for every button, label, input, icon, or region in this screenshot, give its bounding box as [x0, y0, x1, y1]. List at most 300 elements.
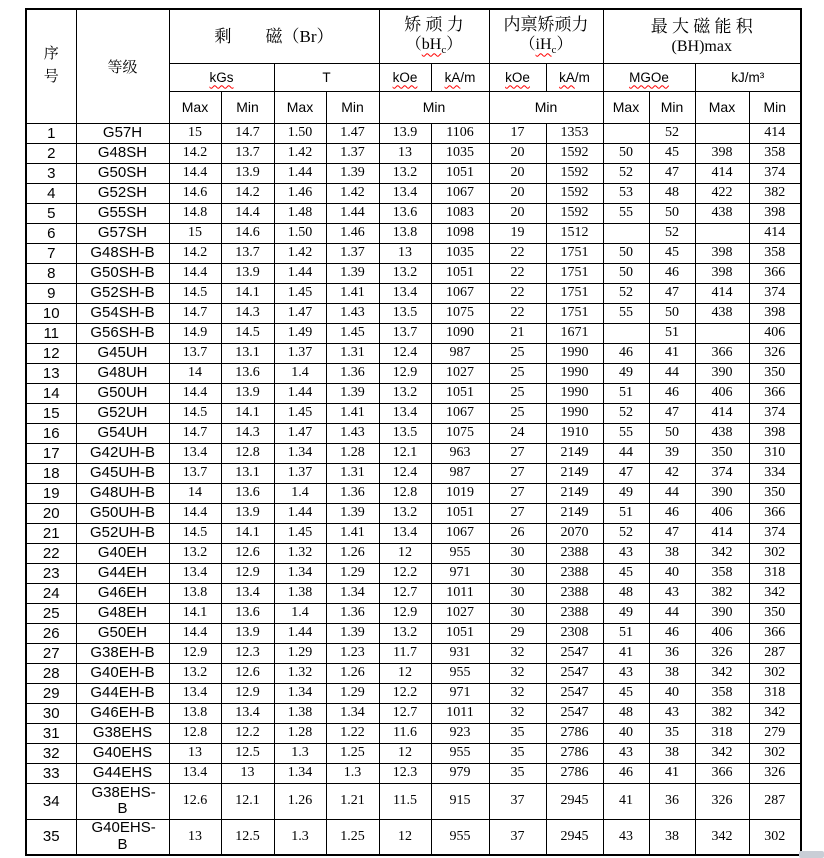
grade-cell: G48SH-B	[76, 243, 169, 263]
value-cell: 955	[431, 663, 489, 683]
serial-cell: 1	[26, 123, 76, 143]
table-row	[26, 363, 801, 383]
value-cell: 50	[649, 203, 695, 223]
value-cell: 12.7	[379, 703, 431, 723]
grade-cell: G48SH	[76, 143, 169, 163]
value-cell: 366	[749, 263, 801, 283]
value-cell: 1.37	[326, 243, 379, 263]
table-row	[26, 543, 801, 563]
serial-cell: 28	[26, 663, 76, 683]
value-cell: 48	[649, 183, 695, 203]
table-body	[26, 123, 801, 855]
value-cell: 17	[489, 123, 546, 143]
value-cell: 14.3	[221, 303, 274, 323]
value-cell: 2308	[546, 623, 603, 643]
serial-cell: 16	[26, 423, 76, 443]
serial-cell: 33	[26, 763, 76, 783]
grade-cell: G50SH-B	[76, 263, 169, 283]
value-cell: 1.50	[274, 223, 326, 243]
table-row	[26, 263, 801, 283]
value-cell: 438	[695, 303, 749, 323]
value-cell: 38	[649, 663, 695, 683]
unit-header-mgoe: MGOe	[603, 63, 695, 91]
value-cell: 50	[649, 423, 695, 443]
value-cell: 1.34	[274, 763, 326, 783]
table-row	[26, 423, 801, 443]
value-cell: 22	[489, 263, 546, 283]
value-cell: 46	[649, 263, 695, 283]
serial-cell: 22	[26, 543, 76, 563]
value-cell: 366	[749, 623, 801, 643]
value-cell: 51	[649, 323, 695, 343]
value-cell: 398	[695, 263, 749, 283]
value-cell: 350	[749, 363, 801, 383]
magnet-grade-spec-table	[25, 8, 802, 856]
value-cell: 11.5	[379, 783, 431, 819]
value-cell: 52	[603, 523, 649, 543]
value-cell: 1.39	[326, 503, 379, 523]
value-cell: 22	[489, 303, 546, 323]
value-cell: 55	[603, 203, 649, 223]
value-cell: 43	[649, 583, 695, 603]
value-cell: 12.1	[379, 443, 431, 463]
value-cell: 2547	[546, 683, 603, 703]
value-cell: 1.45	[274, 403, 326, 423]
value-cell: 43	[603, 543, 649, 563]
value-cell: 1.41	[326, 403, 379, 423]
group-header-bhc: 矫 顽 力 $(bH_c)$	[379, 9, 489, 63]
value-cell: 49	[603, 483, 649, 503]
value-cell: 2388	[546, 583, 603, 603]
table-row	[26, 703, 801, 723]
value-cell: 1051	[431, 263, 489, 283]
value-cell: 1.3	[326, 763, 379, 783]
value-cell: 27	[489, 463, 546, 483]
table-row	[26, 243, 801, 263]
value-cell: 1.21	[326, 783, 379, 819]
unit-header-kgs: kGs	[169, 63, 274, 91]
value-cell: 13.9	[379, 123, 431, 143]
value-cell: 1.28	[274, 723, 326, 743]
value-cell: 13.4	[221, 703, 274, 723]
value-cell: 923	[431, 723, 489, 743]
value-cell: 41	[649, 763, 695, 783]
value-cell: 52	[603, 283, 649, 303]
value-cell: 19	[489, 223, 546, 243]
value-cell: 30	[489, 563, 546, 583]
value-cell: 15	[169, 123, 221, 143]
value-cell: 326	[749, 763, 801, 783]
value-cell: 350	[695, 443, 749, 463]
value-cell: 366	[695, 343, 749, 363]
table-row	[26, 143, 801, 163]
grade-cell: G50UH-B	[76, 503, 169, 523]
value-cell: 2149	[546, 483, 603, 503]
value-cell: 27	[489, 483, 546, 503]
value-cell: 25	[489, 363, 546, 383]
value-cell: 318	[749, 683, 801, 703]
value-cell: 1.45	[326, 323, 379, 343]
value-cell: 342	[695, 543, 749, 563]
subcol-header-t-max: Max	[274, 91, 326, 123]
value-cell: 987	[431, 343, 489, 363]
value-cell: 24	[489, 423, 546, 443]
grade-cell: G48UH	[76, 363, 169, 383]
value-cell: 14.5	[169, 283, 221, 303]
value-cell: 2149	[546, 463, 603, 483]
value-cell: 1.44	[274, 503, 326, 523]
value-cell: 374	[695, 463, 749, 483]
unit-header-kam-bhc: kA/m	[431, 63, 489, 91]
value-cell: 45	[603, 683, 649, 703]
value-cell: 22	[489, 243, 546, 263]
value-cell: 12.3	[221, 643, 274, 663]
table-row	[26, 763, 801, 783]
grade-cell: G46EH	[76, 583, 169, 603]
serial-cell: 21	[26, 523, 76, 543]
value-cell: 43	[603, 743, 649, 763]
value-cell: 14.2	[221, 183, 274, 203]
table-row	[26, 503, 801, 523]
value-cell: 12.3	[379, 763, 431, 783]
value-cell: 1.4	[274, 603, 326, 623]
grade-cell: G57H	[76, 123, 169, 143]
value-cell: 1067	[431, 283, 489, 303]
value-cell: 1751	[546, 303, 603, 323]
table-row	[26, 723, 801, 743]
value-cell: 12.9	[221, 563, 274, 583]
value-cell: 1075	[431, 423, 489, 443]
value-cell: 1067	[431, 403, 489, 423]
value-cell: 13.4	[379, 183, 431, 203]
value-cell: 1.46	[274, 183, 326, 203]
subcol-header-kjm3-min: Min	[749, 91, 801, 123]
value-cell: 366	[695, 763, 749, 783]
grade-cell: G50SH	[76, 163, 169, 183]
value-cell: 14.5	[169, 403, 221, 423]
grade-cell: G56SH-B	[76, 323, 169, 343]
serial-cell: 7	[26, 243, 76, 263]
value-cell: 366	[749, 503, 801, 523]
value-cell: 13.9	[221, 383, 274, 403]
value-cell: 1090	[431, 323, 489, 343]
value-cell: 1.37	[274, 343, 326, 363]
value-cell: 1.39	[326, 383, 379, 403]
grade-cell: G57SH	[76, 223, 169, 243]
subcol-header-kgs-min: Min	[221, 91, 274, 123]
grade-cell: G48UH-B	[76, 483, 169, 503]
grade-cell: G52SH-B	[76, 283, 169, 303]
value-cell: 1027	[431, 363, 489, 383]
value-cell: 2070	[546, 523, 603, 543]
value-cell: 13.7	[169, 463, 221, 483]
value-cell: 13.4	[379, 403, 431, 423]
grade-cell: G54SH-B	[76, 303, 169, 323]
value-cell	[695, 323, 749, 343]
value-cell: 414	[695, 403, 749, 423]
value-cell: 45	[603, 563, 649, 583]
value-cell: 1.42	[274, 143, 326, 163]
serial-cell: 15	[26, 403, 76, 423]
value-cell: 406	[695, 503, 749, 523]
table-row	[26, 323, 801, 343]
value-cell: 2945	[546, 783, 603, 819]
value-cell: 2547	[546, 643, 603, 663]
value-cell: 13.9	[221, 163, 274, 183]
value-cell: 13.2	[379, 263, 431, 283]
grade-label: 等级	[107, 59, 138, 76]
value-cell: 342	[695, 743, 749, 763]
value-cell: 12.2	[379, 683, 431, 703]
value-cell: 1910	[546, 423, 603, 443]
value-cell: 12.1	[221, 783, 274, 819]
table-row	[26, 643, 801, 663]
value-cell	[695, 223, 749, 243]
value-cell: 1035	[431, 243, 489, 263]
value-cell: 1.38	[274, 583, 326, 603]
value-cell: 398	[749, 423, 801, 443]
value-cell: 20	[489, 163, 546, 183]
value-cell: 13.4	[221, 583, 274, 603]
value-cell: 1751	[546, 263, 603, 283]
value-cell: 51	[603, 383, 649, 403]
value-cell: 13.2	[379, 383, 431, 403]
table-row	[26, 483, 801, 503]
value-cell: 374	[749, 403, 801, 423]
value-cell: 342	[695, 663, 749, 683]
value-cell: 1.41	[326, 523, 379, 543]
value-cell: 13.4	[379, 523, 431, 543]
value-cell: 12.8	[379, 483, 431, 503]
value-cell: 32	[489, 643, 546, 663]
value-cell: 46	[649, 623, 695, 643]
grade-cell: G52UH-B	[76, 523, 169, 543]
value-cell: 46	[603, 763, 649, 783]
table-row	[26, 563, 801, 583]
value-cell: 40	[649, 563, 695, 583]
value-cell: 13	[169, 819, 221, 855]
value-cell: 1353	[546, 123, 603, 143]
horizontal-scrollbar-thumb[interactable]	[799, 851, 824, 858]
value-cell: 987	[431, 463, 489, 483]
value-cell: 13.1	[221, 343, 274, 363]
value-cell: 438	[695, 423, 749, 443]
serial-cell: 13	[26, 363, 76, 383]
value-cell: 32	[489, 663, 546, 683]
value-cell: 1.45	[274, 523, 326, 543]
value-cell: 1.39	[326, 263, 379, 283]
grade-cell: G40EH	[76, 543, 169, 563]
value-cell: 1.37	[274, 463, 326, 483]
serial-cell: 35	[26, 819, 76, 855]
value-cell: 1.39	[326, 163, 379, 183]
value-cell: 11.6	[379, 723, 431, 743]
value-cell: 13.4	[169, 763, 221, 783]
value-cell: 25	[489, 403, 546, 423]
value-cell	[603, 223, 649, 243]
value-cell: 2388	[546, 603, 603, 623]
value-cell: 1067	[431, 523, 489, 543]
value-cell: 12.9	[221, 683, 274, 703]
value-cell: 30	[489, 603, 546, 623]
value-cell: 1051	[431, 503, 489, 523]
value-cell: 14.7	[169, 423, 221, 443]
value-cell: 13.2	[169, 663, 221, 683]
value-cell: 14.1	[221, 403, 274, 423]
value-cell: 12.8	[221, 443, 274, 463]
value-cell: 14.1	[221, 283, 274, 303]
value-cell: 12.9	[169, 643, 221, 663]
value-cell: 13	[379, 143, 431, 163]
value-cell: 414	[749, 223, 801, 243]
value-cell: 931	[431, 643, 489, 663]
group-header-br: 剩 磁（Br）	[169, 9, 379, 63]
value-cell: 40	[649, 683, 695, 703]
value-cell: 1.34	[326, 703, 379, 723]
grade-cell: G45UH-B	[76, 463, 169, 483]
value-cell: 13.6	[221, 483, 274, 503]
value-cell: 12.5	[221, 743, 274, 763]
value-cell: 287	[749, 643, 801, 663]
value-cell: 1.26	[326, 543, 379, 563]
value-cell: 30	[489, 543, 546, 563]
grade-cell: G38EH-B	[76, 643, 169, 663]
value-cell: 406	[749, 323, 801, 343]
subcol-header-kjm3-max: Max	[695, 91, 749, 123]
value-cell: 1.34	[326, 583, 379, 603]
value-cell: 12	[379, 663, 431, 683]
value-cell: 1011	[431, 703, 489, 723]
value-cell: 2388	[546, 543, 603, 563]
value-cell: 1592	[546, 203, 603, 223]
grade-cell: G40EHS-B	[76, 819, 169, 855]
value-cell: 13	[379, 243, 431, 263]
value-cell: 47	[649, 163, 695, 183]
serial-cell: 6	[26, 223, 76, 243]
value-cell: 13.6	[379, 203, 431, 223]
grade-cell: G46EH-B	[76, 703, 169, 723]
value-cell: 1592	[546, 183, 603, 203]
value-cell: 1.29	[326, 683, 379, 703]
grade-cell: G44EH-B	[76, 683, 169, 703]
value-cell: 49	[603, 603, 649, 623]
value-cell: 326	[749, 343, 801, 363]
value-cell: 318	[749, 563, 801, 583]
value-cell: 12.6	[221, 543, 274, 563]
value-cell: 44	[649, 603, 695, 623]
value-cell: 366	[749, 383, 801, 403]
value-cell: 12.4	[379, 343, 431, 363]
value-cell: 13.5	[379, 303, 431, 323]
value-cell: 32	[489, 683, 546, 703]
value-cell: 398	[695, 143, 749, 163]
value-cell: 43	[603, 819, 649, 855]
value-cell: 36	[649, 643, 695, 663]
serial-cell: 10	[26, 303, 76, 323]
value-cell: 22	[489, 283, 546, 303]
value-cell: 1.26	[274, 783, 326, 819]
subcol-header-mgoe-max: Max	[603, 91, 649, 123]
value-cell: 915	[431, 783, 489, 819]
table-row	[26, 819, 801, 855]
value-cell: 13.6	[221, 363, 274, 383]
value-cell: 13.7	[221, 143, 274, 163]
unit-header-t: T	[274, 63, 379, 91]
value-cell: 13.2	[379, 623, 431, 643]
value-cell: 302	[749, 663, 801, 683]
serial-cell: 4	[26, 183, 76, 203]
serial-cell: 17	[26, 443, 76, 463]
value-cell: 14.4	[169, 163, 221, 183]
serial-cell: 3	[26, 163, 76, 183]
value-cell: 13.9	[221, 263, 274, 283]
value-cell: 382	[695, 703, 749, 723]
value-cell: 1027	[431, 603, 489, 623]
serial-cell: 30	[26, 703, 76, 723]
value-cell: 35	[489, 743, 546, 763]
value-cell: 1.45	[274, 283, 326, 303]
value-cell: 47	[649, 403, 695, 423]
value-cell: 20	[489, 143, 546, 163]
value-cell: 1.44	[274, 623, 326, 643]
value-cell: 1.44	[274, 163, 326, 183]
value-cell: 44	[649, 483, 695, 503]
value-cell: 14.4	[169, 263, 221, 283]
value-cell: 45	[649, 143, 695, 163]
value-cell: 48	[603, 703, 649, 723]
value-cell: 35	[649, 723, 695, 743]
value-cell: 414	[695, 523, 749, 543]
value-cell: 1035	[431, 143, 489, 163]
table-row	[26, 303, 801, 323]
value-cell: 1.36	[326, 363, 379, 383]
value-cell: 302	[749, 819, 801, 855]
table-header	[26, 9, 801, 123]
unit-header-koe-bhc: kOe	[379, 63, 431, 91]
value-cell: 971	[431, 683, 489, 703]
value-cell: 14.6	[169, 183, 221, 203]
value-cell: 1512	[546, 223, 603, 243]
value-cell: 35	[489, 723, 546, 743]
value-cell: 374	[749, 163, 801, 183]
value-cell: 29	[489, 623, 546, 643]
serial-cell: 34	[26, 783, 76, 819]
value-cell: 13.7	[221, 243, 274, 263]
subcol-header-bhc-min: Min	[379, 91, 489, 123]
value-cell: 382	[695, 583, 749, 603]
value-cell: 14.4	[169, 383, 221, 403]
value-cell: 12.9	[379, 603, 431, 623]
value-cell: 1.34	[274, 683, 326, 703]
table-row	[26, 443, 801, 463]
value-cell: 1.4	[274, 483, 326, 503]
value-cell: 334	[749, 463, 801, 483]
table-row	[26, 183, 801, 203]
value-cell: 13.4	[379, 283, 431, 303]
value-cell: 44	[603, 443, 649, 463]
group-header-ihc: 内禀矫顽力 $(iH_c)$	[489, 9, 603, 63]
value-cell: 13.2	[379, 163, 431, 183]
value-cell: 1.47	[326, 123, 379, 143]
value-cell: 358	[695, 683, 749, 703]
value-cell: 2786	[546, 723, 603, 743]
serial-cell: 12	[26, 343, 76, 363]
value-cell: 414	[749, 123, 801, 143]
value-cell: 2149	[546, 503, 603, 523]
value-cell: 12.9	[379, 363, 431, 383]
grade-cell: G55SH	[76, 203, 169, 223]
value-cell: 1751	[546, 283, 603, 303]
